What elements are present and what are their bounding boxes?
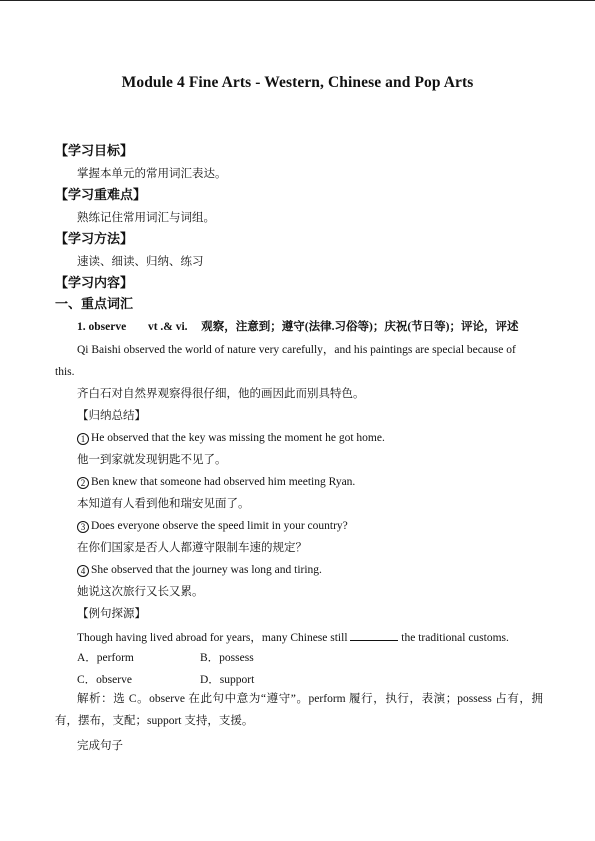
top-rule	[0, 0, 595, 1]
summary-item-en: Ben knew that someone had observed him meeting Ryan.	[91, 476, 356, 488]
key-text: 熟练记住常用词汇与词组。	[77, 212, 215, 224]
summary-item-zh: 在你们国家是否人人都遵守限制车速的规定？	[77, 542, 307, 554]
page-title: Module 4 Fine Arts - Western, Chinese and Pop Arts	[121, 74, 474, 91]
option-c: C．observe	[77, 674, 132, 686]
summary-item-en: He observed that the key was missing the moment he got home.	[91, 432, 385, 444]
summary-item-en: Does everyone observe the speed limit in your country?	[91, 520, 348, 532]
circled-number: 2	[77, 477, 89, 489]
summary-item-zh: 她说这次旅行又长又累。	[77, 586, 204, 598]
question-before: Though having lived abroad for years，many Chinese still	[77, 632, 351, 644]
analysis-text: 解析：选 C。observe 在此句中意为“遵守”。perform 履行，执行，表演；possess 占有，拥有，摆布，支配；support 支持，支援。	[55, 693, 543, 727]
circled-number: 1	[77, 433, 89, 445]
question-after: the traditional customs.	[398, 632, 509, 644]
option-d: D．support	[200, 674, 255, 686]
circled-number: 4	[77, 565, 89, 577]
summary-label: 【归纳总结】	[77, 410, 146, 422]
goal-heading: 【学习目标】	[55, 143, 134, 158]
answer-blank	[350, 629, 398, 641]
method-text: 速读、细读、归纳、练习	[77, 256, 204, 268]
option-b: B．possess	[200, 652, 254, 664]
question-sentence	[77, 629, 509, 645]
method-heading: 【学习方法】	[55, 231, 134, 246]
example-en-line2: this.	[55, 366, 75, 378]
goal-text: 掌握本单元的常用词汇表达。	[77, 168, 227, 180]
circled-number: 3	[77, 521, 89, 533]
option-a: A．perform	[77, 652, 134, 664]
vocab-headword: 1. observe	[77, 321, 127, 333]
summary-item-zh: 本知道有人看到他和瑞安见面了。	[77, 498, 250, 510]
example-en-line1: Qi Baishi observed the world of nature very carefully，and his paintings are special because of	[77, 344, 516, 356]
key-heading: 【学习重难点】	[55, 187, 147, 202]
summary-item-zh: 他一到家就发现钥匙不见了。	[77, 454, 227, 466]
vocab-entry	[77, 320, 519, 334]
summary-item-1	[77, 431, 385, 445]
complete-label: 完成句子	[77, 740, 123, 752]
part1-heading: 一、重点词汇	[55, 296, 134, 311]
summary-item-3	[77, 519, 348, 533]
vocab-pos: vt .& vi.	[147, 321, 188, 333]
content-heading: 【学习内容】	[55, 275, 134, 290]
summary-item-2	[77, 475, 355, 489]
vocab-meanings: 观察，注意到；遵守(法律.习俗等)；庆祝(节日等)；评论，评述	[201, 321, 519, 333]
summary-item-4	[77, 563, 322, 577]
summary-item-en: She observed that the journey was long and tiring.	[91, 564, 322, 576]
example-zh: 齐白石对自然界观察得很仔细，他的画因此而别具特色。	[77, 388, 365, 400]
explore-label: 【例句探源】	[77, 608, 146, 620]
